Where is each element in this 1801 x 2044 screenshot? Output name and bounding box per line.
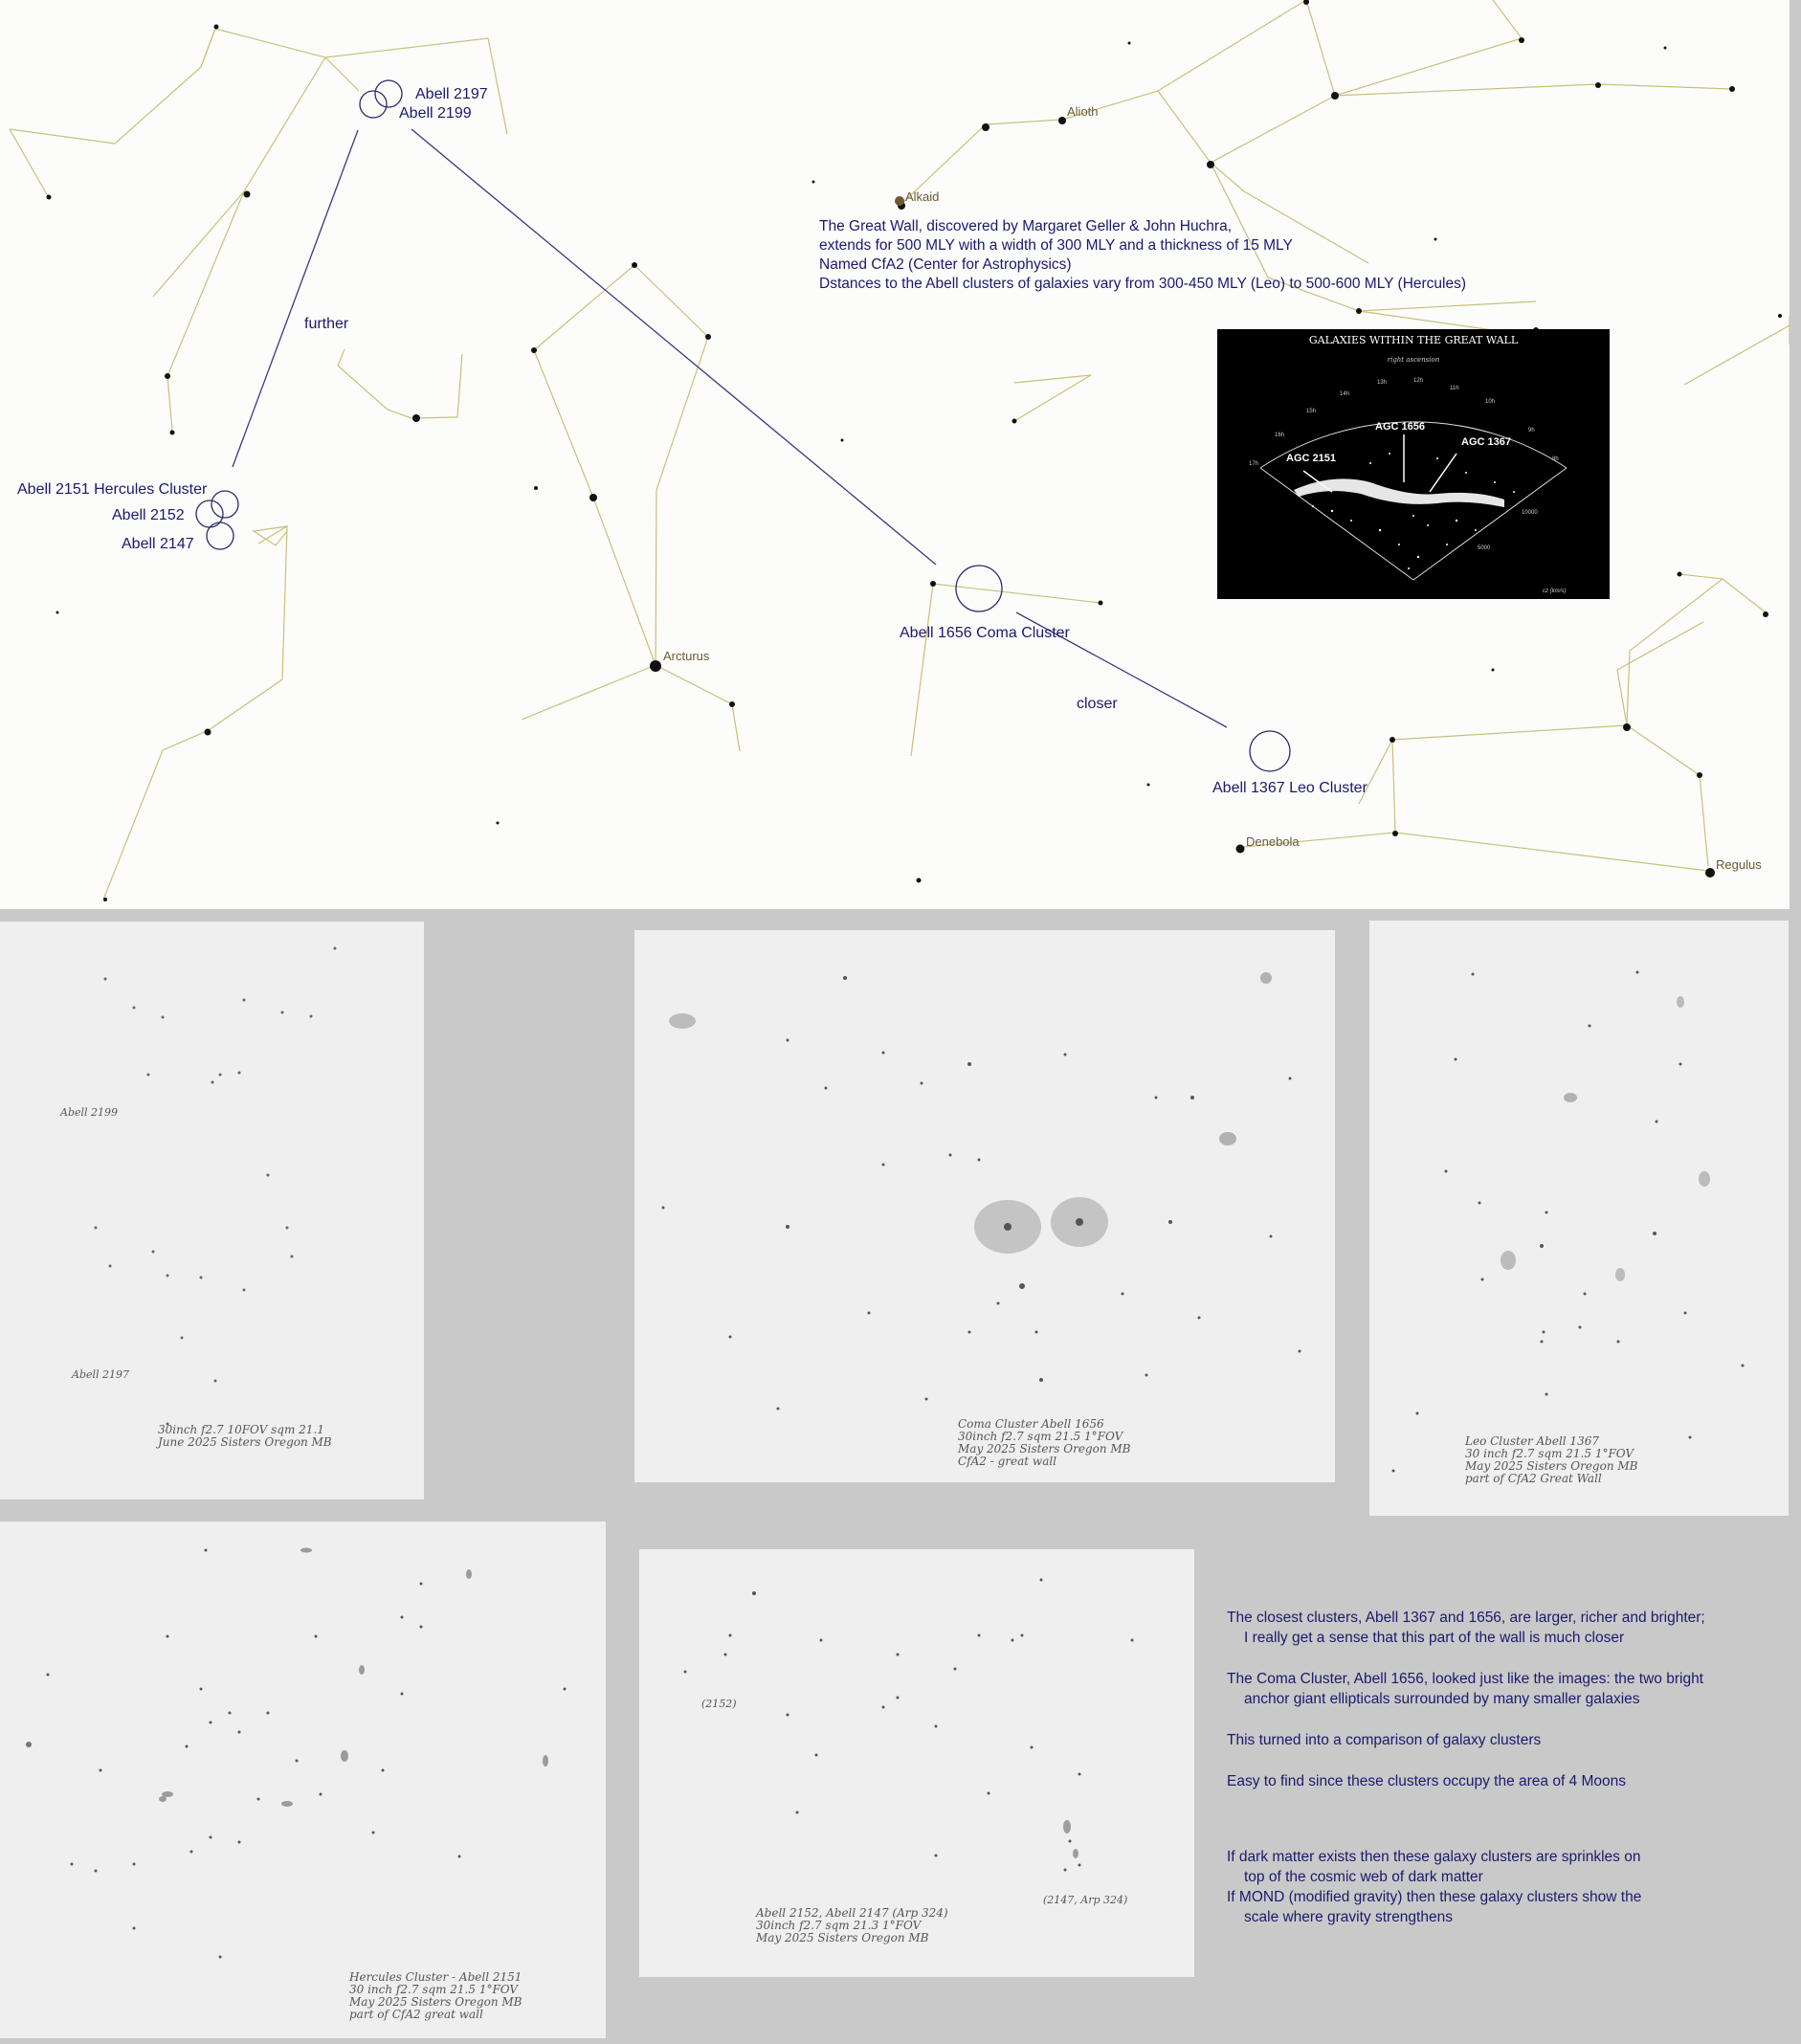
note-paragraph — [1227, 1730, 1782, 1750]
caption-line: 30 inch f2.7 sqm 21.5 1°FOV — [1465, 1447, 1634, 1460]
inset-pointer — [1430, 454, 1456, 492]
star-label-arcturus: Arcturus — [663, 649, 710, 663]
caption-line: CfA2 - great wall — [958, 1455, 1057, 1468]
star-dot — [1697, 772, 1702, 778]
inset-tick: 15h — [1306, 409, 1317, 414]
label-abell-2199: Abell 2199 — [399, 105, 472, 122]
note-paragraph — [1227, 1669, 1782, 1709]
label-closer: closer — [1077, 696, 1118, 712]
star-dot — [1705, 868, 1715, 878]
inset-svg — [1217, 329, 1610, 599]
star-dot — [205, 729, 211, 736]
star-dot — [1058, 117, 1066, 124]
note-line: The closest clusters, Abell 1367 and 1656, are larger, richer and brighter; — [1227, 1610, 1705, 1626]
star-dot — [56, 611, 59, 614]
caption-line: May 2025 Sisters Oregon MB — [1465, 1459, 1638, 1473]
inset-radius-10000: 10000 — [1522, 510, 1538, 516]
star-dot — [412, 414, 420, 422]
sketch-abell-2197-2199 — [0, 922, 424, 1500]
star-dot — [170, 431, 175, 435]
star-dot — [1207, 161, 1214, 168]
star-dot — [1664, 47, 1667, 50]
caption-line: 30inch f2.7 sqm 21.5 1°FOV — [958, 1430, 1123, 1443]
star-dot — [1128, 42, 1131, 45]
star-label-alioth: Alioth — [1067, 104, 1099, 119]
star-dot — [1763, 611, 1768, 617]
sketch-leo-cluster — [1369, 921, 1789, 1516]
note-line: The Coma Cluster, Abell 1656, looked just like the images: the two bright — [1227, 1671, 1703, 1687]
note-paragraph — [1227, 1847, 1782, 1887]
star-dot — [705, 334, 711, 340]
label-abell-2197: Abell 2197 — [415, 86, 488, 102]
star-dot — [1778, 314, 1782, 318]
inset-label-agc1656: AGC 1656 — [1375, 421, 1425, 433]
sketch-caption — [349, 1971, 522, 2021]
great-wall-description — [819, 217, 1466, 294]
caption-line: June 2025 Sisters Oregon MB — [158, 1435, 332, 1449]
star-dot — [1678, 572, 1682, 577]
cluster-circle-a2147 — [207, 522, 233, 549]
star-dot — [534, 486, 538, 490]
description-line: extends for 500 MLY with a width of 300 MLY and a thickness of 15 MLY — [819, 237, 1293, 254]
note-line: top of the cosmic web of dark matter — [1244, 1869, 1483, 1885]
star-dot — [632, 262, 637, 268]
star-dot — [244, 191, 251, 198]
inset-title: GALAXIES WITHIN THE GREAT WALL — [1308, 334, 1519, 346]
caption-line: Hercules Cluster - Abell 2151 — [349, 1970, 523, 1984]
inset-radius-5000: 5000 — [1478, 545, 1491, 551]
further-line — [233, 130, 358, 467]
star-dot — [1012, 419, 1017, 424]
caption-line: May 2025 Sisters Oregon MB — [756, 1931, 929, 1944]
star-dot — [1392, 831, 1398, 836]
caption-line: 30 inch f2.7 sqm 21.5 1°FOV — [349, 1983, 519, 1996]
note-paragraph — [1227, 1771, 1782, 1791]
star-dot — [1147, 784, 1150, 787]
note-paragraph — [1227, 1887, 1782, 1927]
star-dot — [1356, 308, 1362, 314]
star-dot — [1390, 737, 1395, 743]
note-line: Easy to find since these clusters occupy the area of 4 Moons — [1227, 1773, 1627, 1789]
note-line: If MOND (modified gravity) then these galaxy clusters show the — [1227, 1889, 1642, 1905]
inset-tick: 17h — [1249, 461, 1259, 467]
inset-tick: 13h — [1377, 380, 1388, 386]
star-dot — [103, 898, 107, 901]
star-dot — [47, 195, 52, 200]
inset-tick: 10h — [1485, 399, 1496, 405]
caption-line: part of CfA2 Great Wall — [1465, 1472, 1602, 1485]
inset-tick: 9h — [1528, 428, 1535, 433]
star-dot — [165, 373, 170, 379]
cluster-circles — [196, 80, 1290, 771]
inset-tick: 16h — [1275, 433, 1285, 438]
star-dot — [1099, 601, 1103, 606]
star-dot — [729, 701, 735, 707]
star-chart — [0, 0, 1790, 909]
label-abell-2151: Abell 2151 Hercules Cluster — [17, 481, 208, 498]
caption-line: 30inch f2.7 10FOV sqm 21.1 — [158, 1423, 324, 1436]
caption-line: 30inch f2.7 sqm 21.3 1°FOV — [756, 1919, 922, 1932]
cluster-circle-a1367 — [1250, 731, 1290, 771]
coma-pointer-line — [411, 129, 936, 565]
sketch-label-abell-2199: Abell 2199 — [60, 1106, 119, 1119]
label-abell-1367: Abell 1367 Leo Cluster — [1212, 780, 1367, 796]
note-line: anchor giant ellipticals surrounded by many smaller galaxies — [1244, 1691, 1640, 1707]
caption-line: May 2025 Sisters Oregon MB — [958, 1442, 1131, 1455]
star-dot — [1331, 92, 1339, 100]
label-abell-2152: Abell 2152 — [112, 507, 185, 523]
label-abell-1656: Abell 1656 Coma Cluster — [900, 625, 1070, 641]
inset-tick: 11h — [1450, 386, 1459, 391]
caption-line: Coma Cluster Abell 1656 — [958, 1417, 1104, 1431]
inset-label-agc1367: AGC 1367 — [1461, 436, 1511, 448]
caption-line: part of CfA2 great wall — [349, 2008, 483, 2021]
star-dot — [812, 181, 815, 184]
description-line: Dstances to the Abell clusters of galaxies vary from 300-450 MLY (Leo) to 500-600 MLY (Hercules) — [819, 276, 1467, 292]
star-dot — [531, 347, 537, 353]
star-dot — [497, 822, 500, 825]
inset-axis-label: cz (km/s) — [1543, 589, 1567, 594]
label-further: further — [304, 316, 349, 332]
star-dot — [1519, 37, 1524, 43]
cluster-circle-a2197 — [375, 80, 402, 107]
star-dot — [214, 25, 219, 30]
star-dot — [982, 123, 989, 131]
sketch-label-2152: (2152) — [701, 1698, 737, 1710]
cluster-circle-a2152 — [196, 500, 223, 527]
label-abell-2147: Abell 2147 — [122, 536, 194, 552]
star-label-alkaid: Alkaid — [905, 189, 940, 204]
sketch-caption — [1465, 1435, 1637, 1485]
observation-notes — [1227, 1608, 1782, 1948]
description-line: Named CfA2 (Center for Astrophysics) — [819, 256, 1072, 273]
star-dot — [1236, 845, 1245, 854]
sketch-coma-cluster — [634, 930, 1335, 1482]
sketch-stars — [0, 1522, 606, 2038]
inset-edge — [1413, 468, 1567, 580]
caption-line: May 2025 Sisters Oregon MB — [349, 1995, 523, 2009]
great-wall-inset-image — [1217, 329, 1610, 599]
star-dot — [589, 494, 597, 501]
star-label-regulus: Regulus — [1716, 857, 1762, 872]
sketch-label-2147: (2147, Arp 324) — [1043, 1894, 1128, 1906]
caption-line: Leo Cluster Abell 1367 — [1465, 1434, 1599, 1448]
note-line: This turned into a comparison of galaxy clusters — [1227, 1732, 1542, 1748]
sketch-abell-2152-2147 — [639, 1549, 1194, 1977]
note-line: scale where gravity strengthens — [1244, 1909, 1453, 1925]
sketch-caption — [158, 1424, 332, 1449]
cluster-circle-a2199 — [360, 91, 387, 118]
sketch-stars — [1369, 921, 1789, 1516]
star-dot — [1595, 82, 1601, 88]
star-dot — [841, 439, 844, 442]
star-dot — [1303, 0, 1309, 5]
inset-tick: 12h — [1413, 378, 1424, 384]
star-dot — [917, 878, 922, 883]
star-dot — [650, 660, 661, 672]
note-line: I really get a sense that this part of the wall is much closer — [1244, 1630, 1625, 1646]
note-line: If dark matter exists then these galaxy clusters are sprinkles on — [1227, 1849, 1641, 1865]
star-dot — [930, 581, 936, 587]
sketch-hercules-cluster — [0, 1522, 606, 2038]
sketch-stars — [0, 922, 424, 1500]
inset-subtitle: right ascension — [1387, 356, 1440, 364]
cluster-circle-a2151 — [211, 491, 238, 518]
star-dot — [1729, 86, 1735, 92]
sketch-caption — [958, 1418, 1130, 1468]
sketch-stars — [634, 930, 1335, 1482]
caption-line: Abell 2152, Abell 2147 (Arp 324) — [756, 1906, 948, 1920]
star-dot — [895, 196, 904, 206]
note-paragraph — [1227, 1608, 1782, 1648]
inset-tick: 14h — [1340, 391, 1350, 397]
star-dot — [1492, 669, 1495, 672]
star-dot — [1623, 723, 1631, 731]
star-label-denebola: Denebola — [1246, 834, 1300, 849]
description-line: The Great Wall, discovered by Margaret Geller & John Huchra, — [819, 218, 1233, 234]
sketch-label-abell-2197: Abell 2197 — [72, 1368, 130, 1381]
inset-tick: 8h — [1552, 456, 1559, 462]
sketch-caption — [756, 1907, 948, 1944]
inset-label-agc2151: AGC 2151 — [1286, 453, 1336, 464]
